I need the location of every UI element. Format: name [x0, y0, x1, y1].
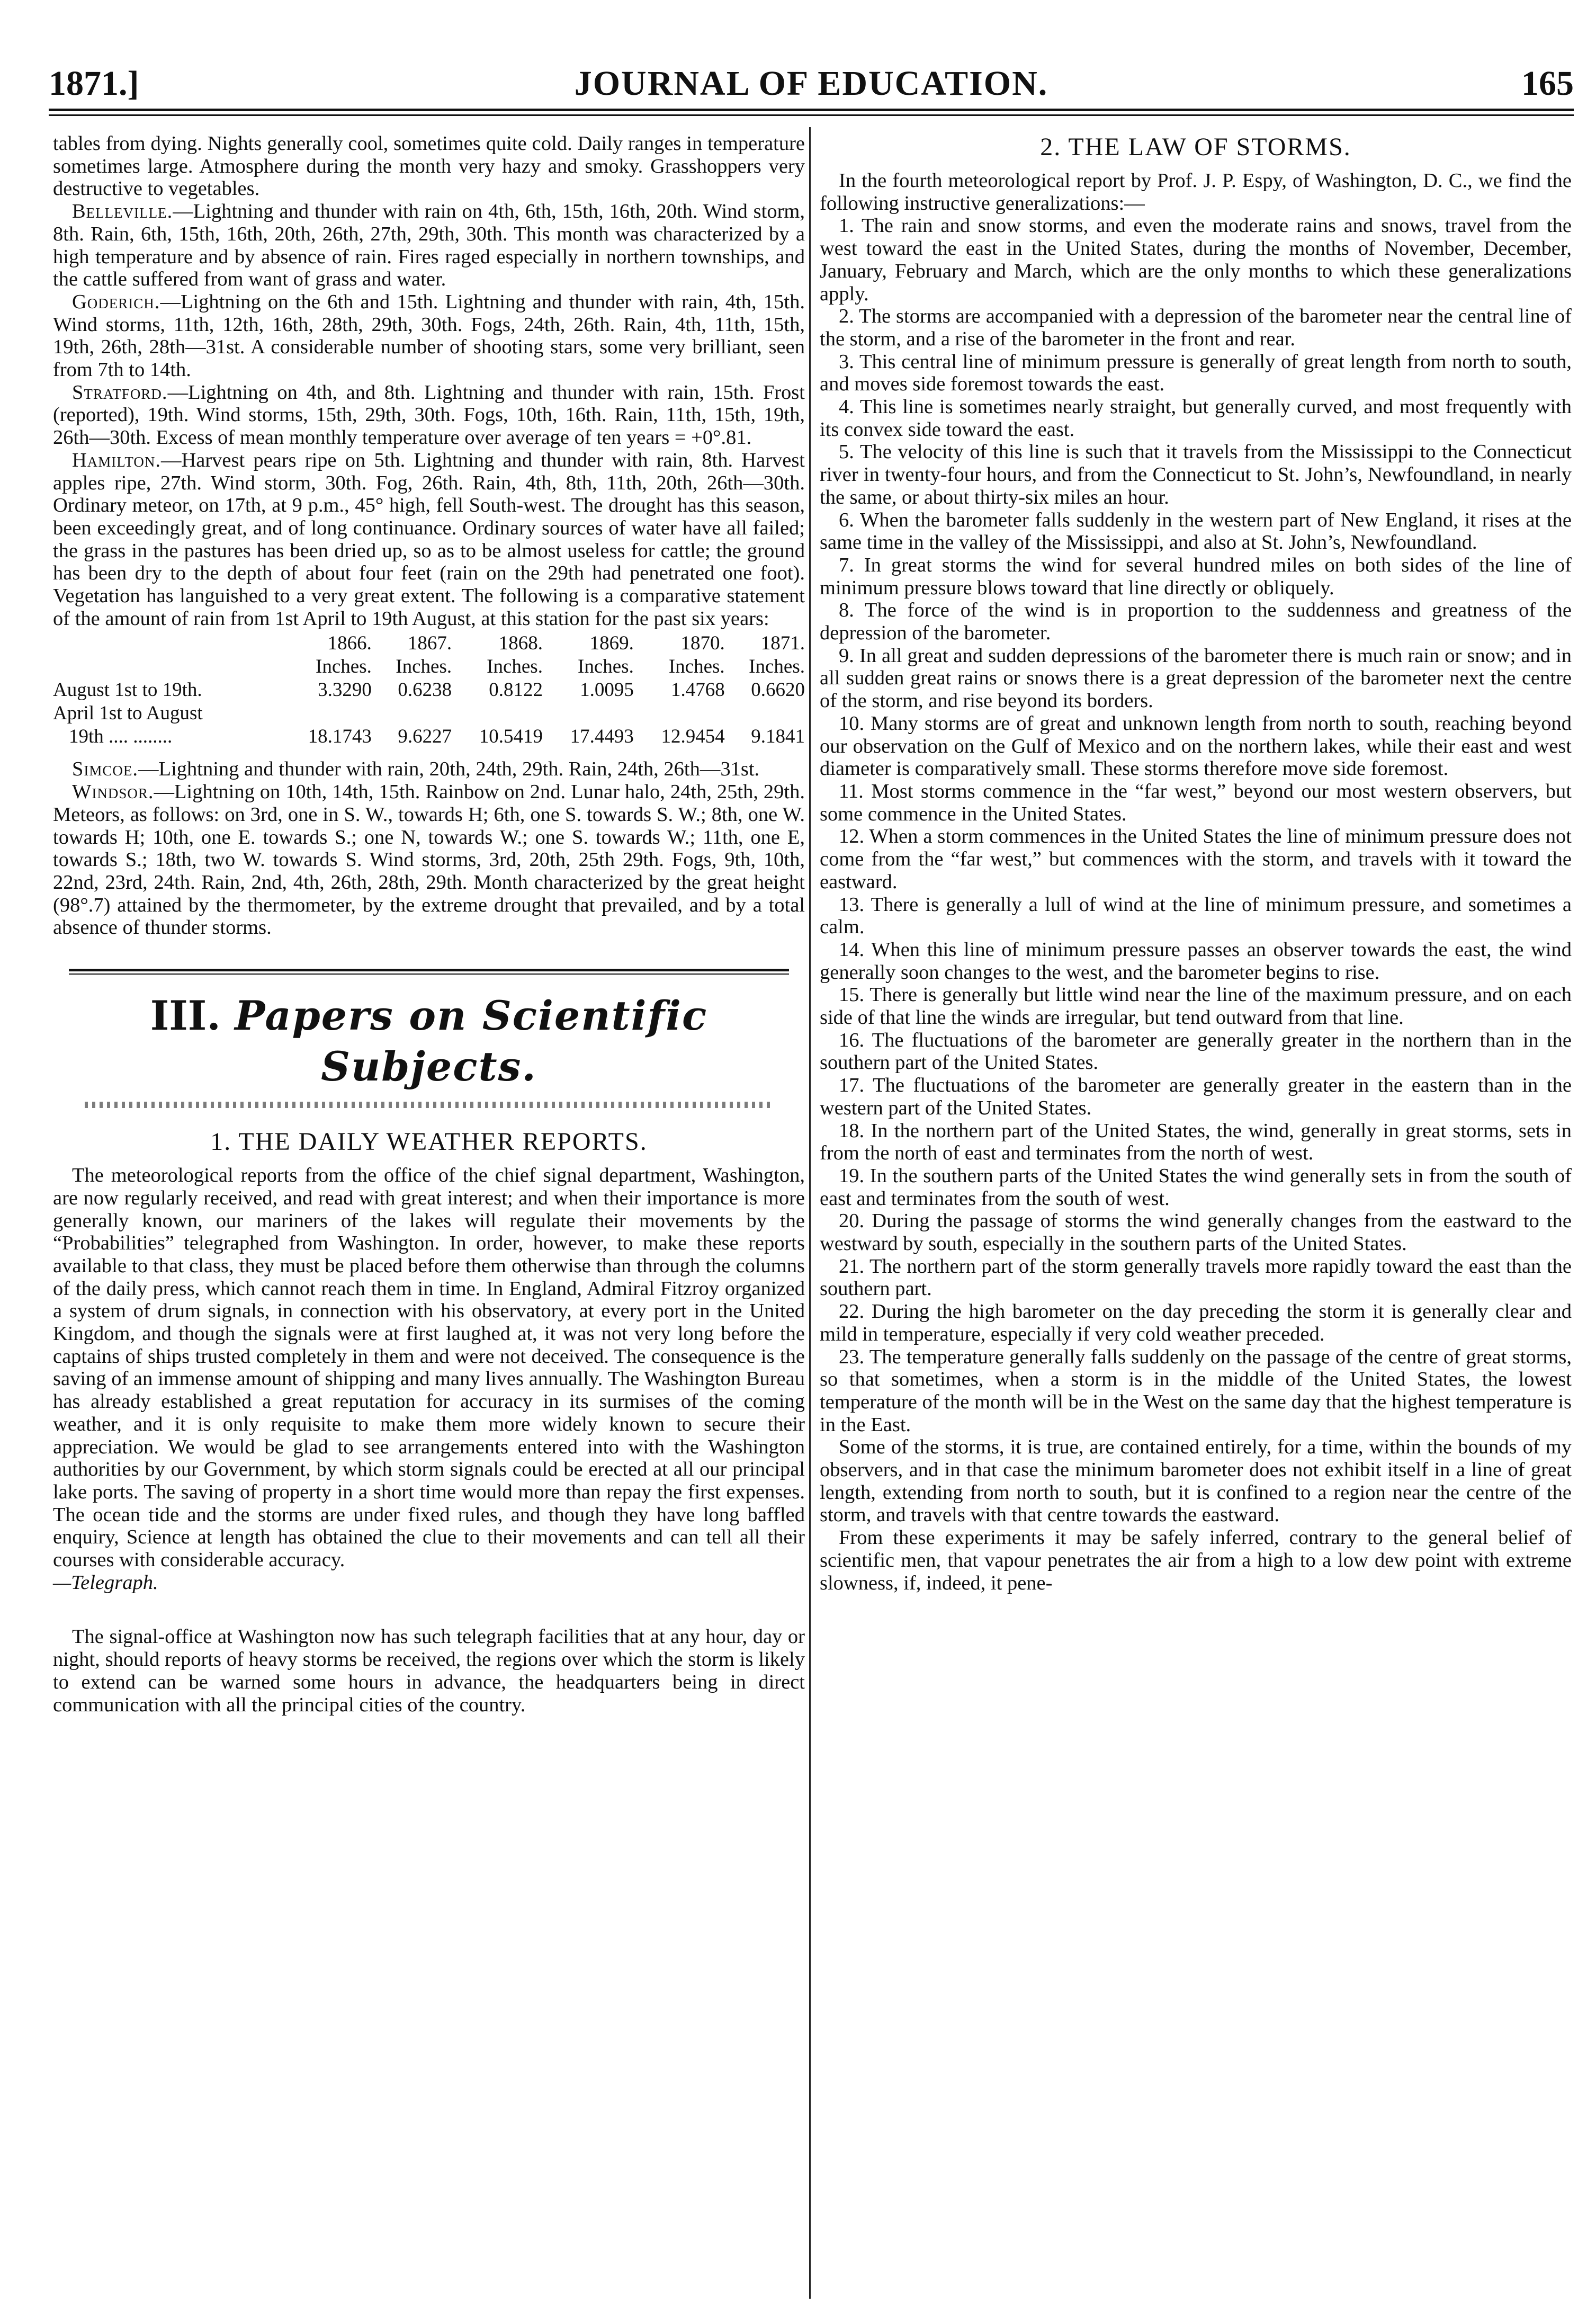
table-cell: Inches. — [578, 656, 634, 678]
storm-generalizations-list — [820, 215, 1572, 1436]
table-cell: 17.4493 — [570, 726, 634, 748]
ornamental-divider — [85, 1102, 773, 1108]
list-item: 7. In great storms the wind for several hundred miles on both sides of the line of minimum pressure blows toward that line directly or obliquely. — [820, 553, 1572, 599]
article-paragraph: The meteorological reports from the office of the chief signal department, Washington, are now regularly received, and read with great interest; and when their importance is more generally known, our mariners of the lakes will regulate their movements by the “Probabilities” telegraphed from Washington. In order, however, to make these reports available to that class, they must be placed before them otherwise than through the columns of the daily press, which cannot reach them in time. In England, Admiral Fitzroy organized a system of drum signals, in connection with his observatory, at every port in the United Kingdom, and though the signals were at first laughed at, it was not very long before the captains of ships trusted completely in them and were not deceived. The consequence is the saving of an immense amount of shipping and many lives annually. The Washington Bureau has already established a great reputation for accuracy in its surmises of the coming weather, and it is only requisite to make them more widely known to secure their appreciation. We would be glad to see arrangements entered into with the Washington authorities by our Government, by which storm signals could be erected at all our principal lake ports. The saving of property in a short time would more than repay the first expenses. The ocean tide and the storms are under fixed rules, and though they have long baffled enquiry, Science at length has obtained the clue to their movements and can tell all their courses with considerable accuracy. — [53, 1164, 805, 1571]
list-item: 13. There is generally a lull of wind at the line of minimum pressure, and sometimes a calm. — [820, 893, 1572, 939]
article-title: 2. THE LAW OF STORMS. — [1040, 133, 1351, 161]
list-item: 9. In all great and sudden depressions of the barometer there is much rain or snow; and in all sudden great rains or snows there is a great depression of the barometer next the centre of the storm, and rise beyond its borders. — [820, 644, 1572, 712]
list-item: 21. The northern part of the storm generally travels more rapidly toward the east than the southern part. — [820, 1255, 1572, 1300]
station-text: —Lightning on 4th, and 8th. Lightning and thunder with rain, 15th. Frost (reported), 19th. Wind storms, 15th, 29th, 30th. Fogs, 10th, 16th. Rain, 11th, 15th, 19th, 26th—30th. Excess of mean monthly temperature over average of ten years = +0°.81. — [53, 381, 805, 449]
table-row — [53, 678, 805, 702]
table-cell: 1871. — [760, 632, 805, 655]
section-rule-thin — [69, 974, 789, 975]
list-item: 22. During the high barometer on the day preceding the storm it is generally clear and mild in temperature, especially if very cold weather preceded. — [820, 1300, 1572, 1345]
list-item: 23. The temperature generally falls suddenly on the passage of the centre of great storms, so that sometimes, when a storm is in the middle of the United States, the lowest temperature of the month will be in the West on the same day that the highest temperature is in the East. — [820, 1345, 1572, 1436]
station-name: Goderich. — [72, 290, 160, 313]
table-cell: 18.1743 — [308, 726, 372, 748]
station-text: —Lightning and thunder with rain, 20th, 24th, 29th. Rain, 24th, 26th—31st. — [138, 758, 760, 781]
list-item: 19. In the southern parts of the United States the wind generally sets in from the south of east and terminates from the south of west. — [820, 1164, 1572, 1210]
list-item: 20. During the passage of storms the wind generally changes from the eastward to the westward by south, especially in the southern parts of the United States. — [820, 1210, 1572, 1255]
header-rule-thick — [49, 109, 1574, 111]
station-text: —Lightning on 10th, 14th, 15th. Rainbow on 2nd. Lunar halo, 24th, 25th, 29th. Meteors, as follows: on 3rd, one in S. W., towards H; 6th, one S. towards S. W.; 8th, one W. towards H; 10th, one E. towards S.; one N, towards W.; one S. towards W.; 11th, one E, towards S.; 18th, two W. towards S. Wind storms, 3rd, 20th, 25th 29th. Fogs, 9th, 10th, 22nd, 23rd, 24th. Rain, 2nd, 4th, 26th, 28th, 29th. Month characterized by the great height (98°.7) attained by the thermometer, by the extreme drought that prevailed, and by a total absence of thunder storms. — [53, 781, 805, 939]
list-item: 4. This line is sometimes nearly straight, but generally curved, and most frequently with its convex side toward the east. — [820, 396, 1572, 441]
left-column — [53, 132, 805, 1716]
article-paragraph: The signal-office at Washington now has such telegraph facilities that at any hour, day or night, should reports of heavy storms be received, the regions over which the storm is likely to extend can be warned some hours in advance, the headquarters being in direct communication with all the principal cities of the country. — [53, 1626, 805, 1716]
table-row — [53, 725, 805, 748]
list-item: 18. In the northern part of the United States, the wind, generally in great storms, sets in from the north of east and terminates from the north of west. — [820, 1119, 1572, 1165]
section-number: III. — [150, 992, 221, 1040]
right-column — [820, 132, 1572, 1594]
table-cell: 10.5419 — [479, 726, 543, 748]
page-header — [49, 62, 1574, 111]
table-cell: 12.9454 — [661, 726, 725, 748]
table-row — [53, 655, 805, 678]
station-name: Hamilton. — [72, 449, 161, 471]
list-item: 8. The force of the wind is in proportion to the suddenness and greatness of the depression of the barometer. — [820, 599, 1572, 645]
station-report-simcoe — [53, 758, 805, 781]
list-item: 3. This central line of minimum pressure is generally of great length from north to south, and moves side foremost towards the east. — [820, 350, 1572, 396]
table-cell: 1.4768 — [670, 679, 725, 701]
station-name: Windsor. — [72, 781, 154, 803]
table-cell: Inches. — [316, 656, 372, 678]
header-page-number: 165 — [1521, 64, 1574, 103]
section-rule-thick — [69, 969, 789, 971]
table-cell: 1866. — [327, 632, 372, 655]
continued-paragraph: tables from dying. Nights generally cool, sometimes quite cold. Daily ranges in temperature sometimes large. Atmosphere during the month very hazy and smoky. Grasshoppers very destructive to vegetables. — [53, 132, 805, 200]
article-paragraph: From these experiments it may be safely inferred, contrary to the general belief of scientific men, that vapour penetrates the air from a high to a low dew point with extreme slowness, if, indeed, it pene- — [820, 1526, 1572, 1594]
table-row — [53, 632, 805, 655]
row-label: April 1st to August — [53, 702, 203, 725]
station-text: —Lightning on the 6th and 15th. Lightning and thunder with rain, 4th, 15th. Wind storms, 11th, 12th, 16th, 28th, 29th, 30th. Fogs, 24th, 26th. Rain, 4th, 11th, 15th, 19th, 26th, 28th—31st. A considerable number of shooting stars, some very brilliant, seen from 7th to 14th. — [53, 290, 805, 381]
article-source: —Telegraph. — [53, 1571, 158, 1594]
table-cell: 1867. — [407, 632, 452, 655]
station-report-belleville — [53, 200, 805, 291]
row-label: August 1st to 19th. — [53, 679, 202, 701]
table-cell: 1868. — [498, 632, 543, 655]
list-item: 17. The fluctuations of the barometer are generally greater in the eastern than in the western part of the United States. — [820, 1074, 1572, 1119]
header-year: 1871.] — [49, 64, 139, 103]
list-item: 15. There is generally but little wind near the line of the maximum pressure, and on each side of that line the winds are irregular, but tend outward from that line. — [820, 984, 1572, 1029]
section-heading — [53, 990, 805, 1092]
column-divider — [809, 127, 811, 2299]
table-cell: 9.1841 — [751, 726, 805, 748]
list-item: 5. The velocity of this line is such that it travels from the Mississippi to the Connecticut river in twenty-four hours, and from the Connecticut to St. John’s, Newfoundland, in nearly the same, or about thirty-six miles an hour. — [820, 441, 1572, 508]
table-cell: Inches. — [749, 656, 805, 678]
list-item: 6. When the barometer falls suddenly in the western part of New England, it rises at the same time in the valley of the Mississippi, and also at St. John’s, Newfoundland. — [820, 508, 1572, 554]
list-item: 14. When this line of minimum pressure passes an observer towards the east, the wind generally soon changes to the west, and the barometer begins to rise. — [820, 938, 1572, 984]
station-report-hamilton — [53, 449, 805, 630]
table-row — [53, 702, 805, 725]
header-rule-thin — [49, 114, 1574, 116]
table-cell: 1.0095 — [580, 679, 634, 701]
row-label: 19th .... ........ — [69, 726, 173, 748]
station-report-stratford — [53, 381, 805, 449]
station-name: Simcoe. — [72, 758, 139, 781]
article-title: 1. THE DAILY WEATHER REPORTS. — [210, 1128, 648, 1156]
table-cell: 0.8122 — [489, 679, 543, 701]
table-cell: 0.6238 — [398, 679, 452, 701]
station-name: Stratford. — [72, 381, 168, 404]
article-intro: In the fourth meteorological report by Prof. J. P. Espy, of Washington, D. C., we find the following instructive generalizations:— — [820, 169, 1572, 215]
list-item: 10. Many storms are of great and unknown length from north to south, reaching beyond our observation on the Gulf of Mexico and on the northern lakes, while their east and west diameter is comparatively small. These storms therefore move side foremost. — [820, 712, 1572, 780]
list-item: 2. The storms are accompanied with a depression of the barometer near the central line of the storm, and a rise of the barometer in the front and rear. — [820, 305, 1572, 350]
table-cell: 1869. — [589, 632, 634, 655]
rain-comparison-table — [53, 632, 805, 748]
station-text: —Lightning and thunder with rain on 4th, 6th, 15th, 16th, 20th. Wind storm, 8th. Rain, 6th, 15th, 16th, 20th, 26th, 27th, 29th, 30th. This month was characterized by a high temperature and by absence of rain. Fires raged especially in northern townships, and the cattle suffered from want of grass and water. — [53, 200, 805, 291]
table-cell: Inches. — [487, 656, 543, 678]
table-cell: 0.6620 — [751, 679, 805, 701]
station-text: —Harvest pears ripe on 5th. Lightning and thunder with rain, 8th. Harvest apples ripe, 27th. Wind storm, 30th. Fog, 26th. Rain, 4th, 8th, 11th, 20th, 26th—30th. Ordinary meteor, on 17th, at 9 p.m., 45° high, fell South-west. The drought has this season, been exceedingly great, and of long continuance. Ordinary sources of water have all failed; the grass in the pastures has been dried up, so as to be almost useless for cattle; the ground has been dry to the depth of about four feet (rain on the 29th had penetrated one foot). Vegetation has languished to a very great extent. The following is a comparative statement of the amount of rain from 1st April to 19th August, at this station for the past six years: — [53, 449, 805, 630]
list-item: 1. The rain and snow storms, and even the moderate rains and snows, travel from the west toward the east in the United States, during the months of November, December, January, February and March, which are the only months to which these generalizations apply. — [820, 215, 1572, 305]
header-journal-title: JOURNAL OF EDUCATION. — [574, 64, 1048, 103]
section-title: Papers on Scientific Subjects. — [235, 992, 708, 1091]
station-report-windsor — [53, 781, 805, 939]
list-item: 12. When a storm commences in the United States the line of minimum pressure does not come from the “far west,” but commences with the storm, and travels with it toward the eastward. — [820, 825, 1572, 893]
article-paragraph: Some of the storms, it is true, are contained entirely, for a time, within the bounds of my observers, and in that case the minimum barometer does not exhibit itself in a line of great length, extending from north to south, but it is confined to a region near the centre of the storm, and travels with that centre towards the eastward. — [820, 1436, 1572, 1526]
station-name: Belleville. — [72, 200, 173, 223]
station-report-goderich — [53, 291, 805, 381]
table-cell: 3.3290 — [318, 679, 372, 701]
table-cell: 1870. — [680, 632, 725, 655]
table-cell: 9.6227 — [398, 726, 452, 748]
table-cell: Inches. — [396, 656, 452, 678]
table-cell: Inches. — [668, 656, 725, 678]
list-item: 11. Most storms commence in the “far west,” beyond our most western observers, but some commence in the United States. — [820, 780, 1572, 825]
list-item: 16. The fluctuations of the barometer are generally greater in the northern than in the southern part of the United States. — [820, 1029, 1572, 1074]
